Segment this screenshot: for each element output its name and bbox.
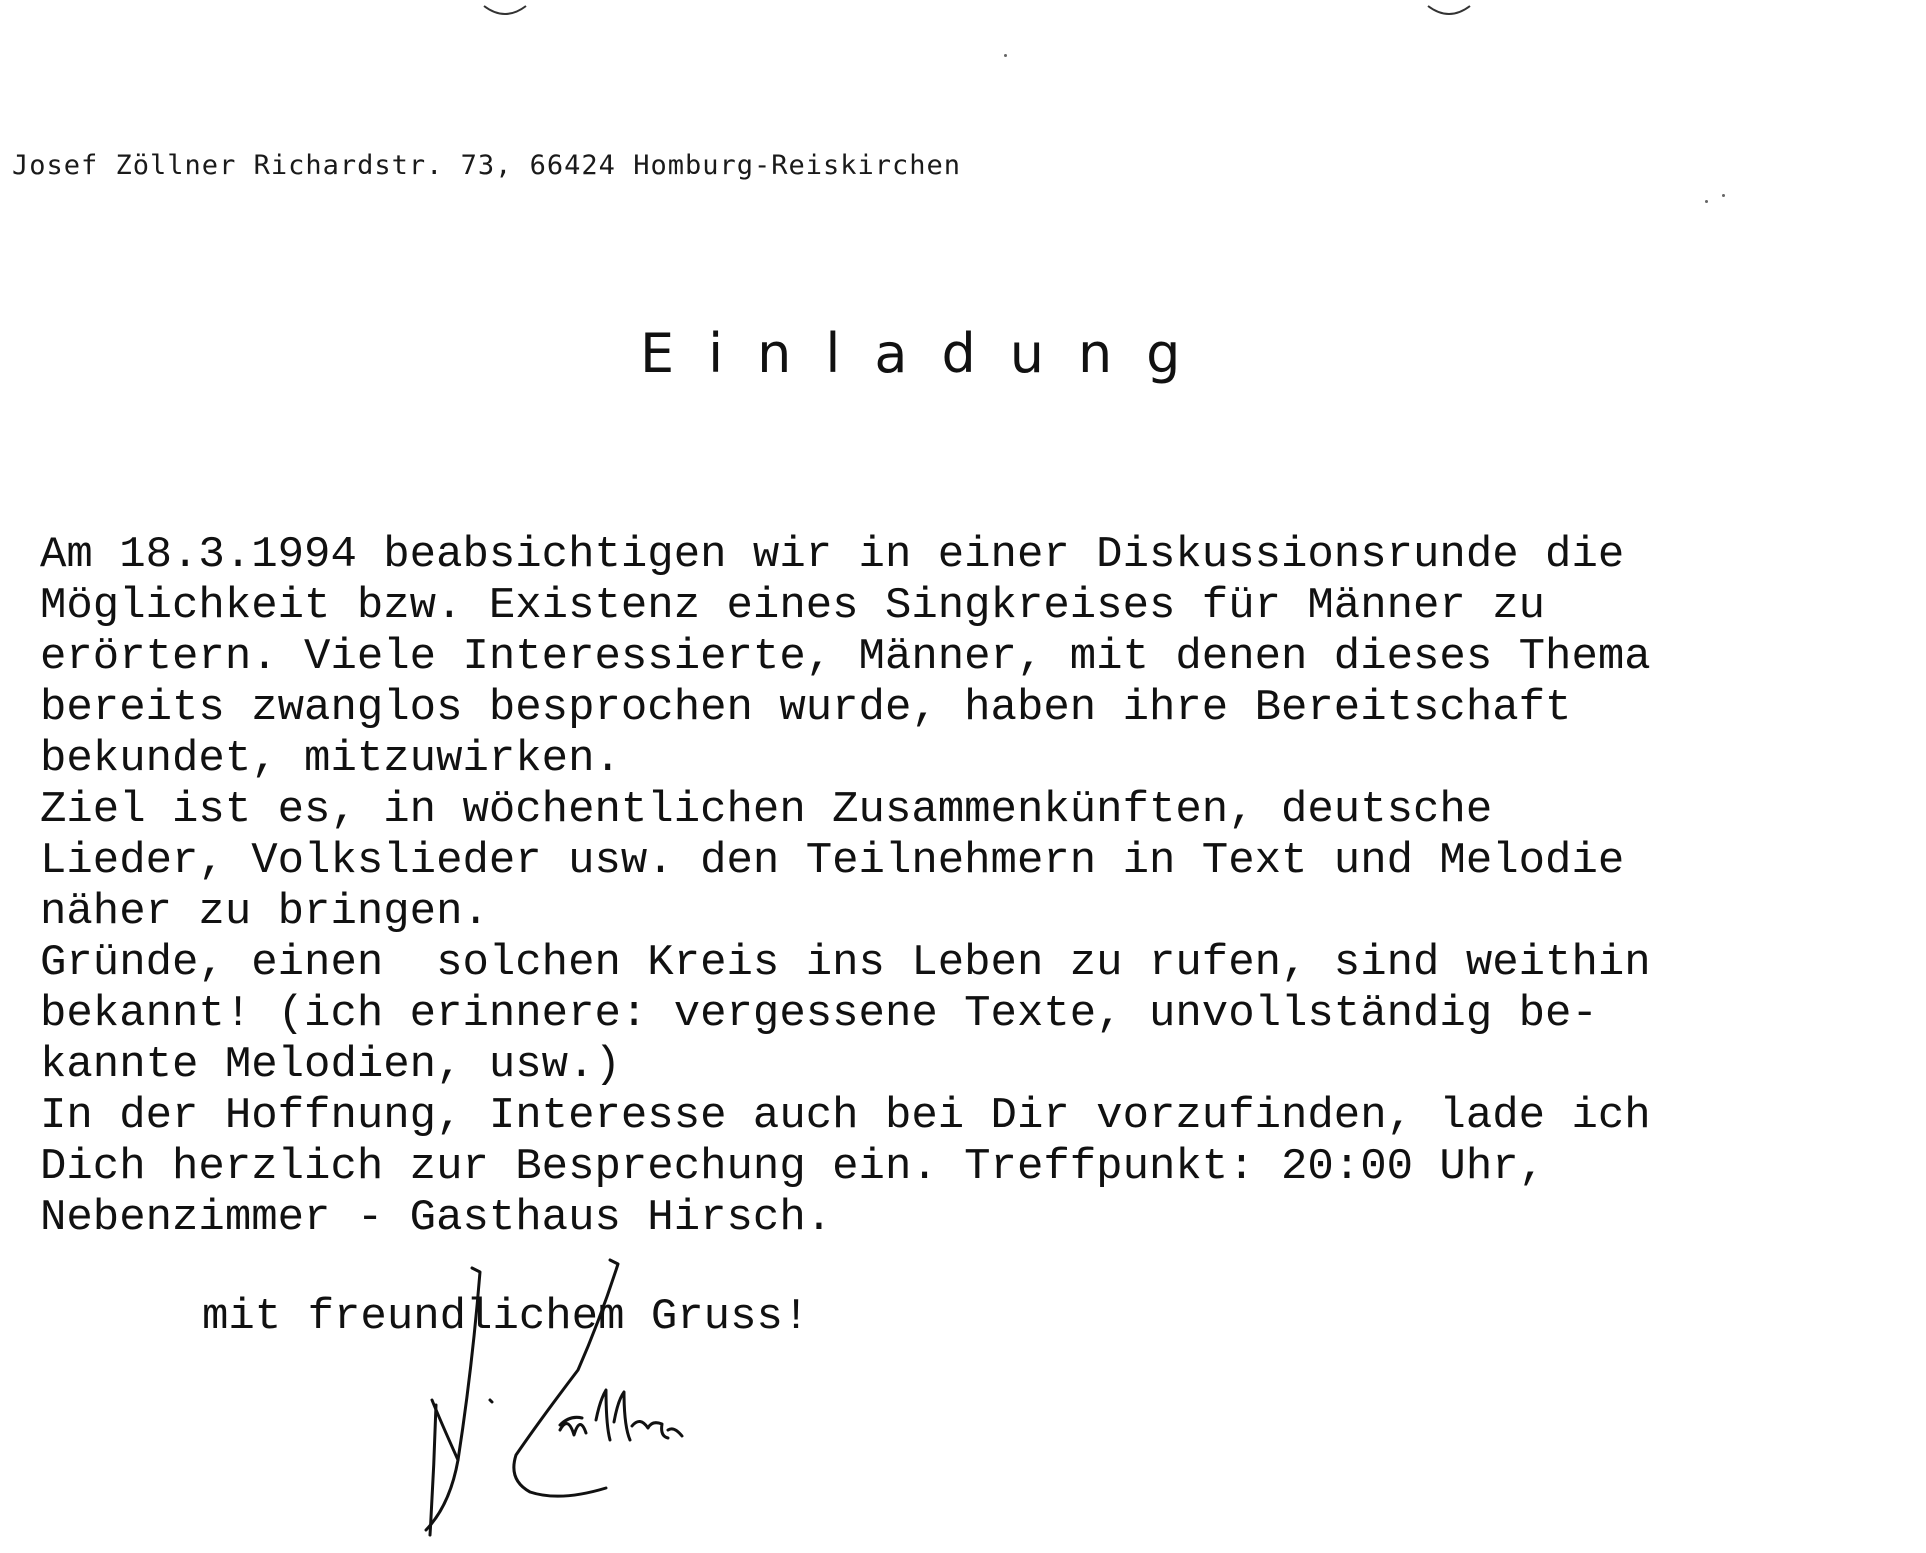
body-line: Am 18.3.1994 beabsichtigen wir in einer Diskussionsrunde die	[40, 530, 1625, 580]
body-line: erörtern. Viele Interessierte, Männer, mit denen dieses Thema	[40, 632, 1651, 682]
sender-address: Josef Zöllner Richardstr. 73, 66424 Homburg-Reiskirchen	[12, 150, 962, 181]
body-line: Gründe, einen solchen Kreis ins Leben zu rufen, sind weithin	[40, 938, 1651, 988]
closing-greeting: mit freundlichem Gruss!	[202, 1292, 810, 1342]
body-line: bekannt! (ich erinnere: vergessene Texte, unvollständig be-	[40, 989, 1598, 1039]
body-line: bereits zwanglos besprochen wurde, haben ihre Bereitschaft	[40, 683, 1572, 733]
scan-dot	[1004, 54, 1007, 57]
body-line: Lieder, Volkslieder usw. den Teilnehmern in Text und Melodie	[40, 836, 1625, 886]
body-line: bekundet, mitzuwirken.	[40, 734, 621, 784]
letter-body	[40, 530, 1920, 1244]
letter-title: Einladung	[640, 322, 1215, 385]
body-line: näher zu bringen.	[40, 887, 489, 937]
body-line: Ziel ist es, in wöchentlichen Zusammenkünften, deutsche	[40, 785, 1493, 835]
body-line: Dich herzlich zur Besprechung ein. Treffpunkt: 20:00 Uhr,	[40, 1142, 1546, 1192]
scan-mark-left	[482, 0, 528, 20]
scan-mark-right	[1426, 0, 1472, 20]
handwritten-signature	[410, 1250, 750, 1540]
scan-dot	[1722, 194, 1725, 197]
body-line: Möglichkeit bzw. Existenz eines Singkreises für Männer zu	[40, 581, 1546, 631]
scan-dot	[1705, 200, 1708, 203]
body-line: Nebenzimmer - Gasthaus Hirsch.	[40, 1193, 833, 1243]
body-line: kannte Melodien, usw.)	[40, 1040, 621, 1090]
body-line: In der Hoffnung, Interesse auch bei Dir vorzufinden, lade ich	[40, 1091, 1651, 1141]
